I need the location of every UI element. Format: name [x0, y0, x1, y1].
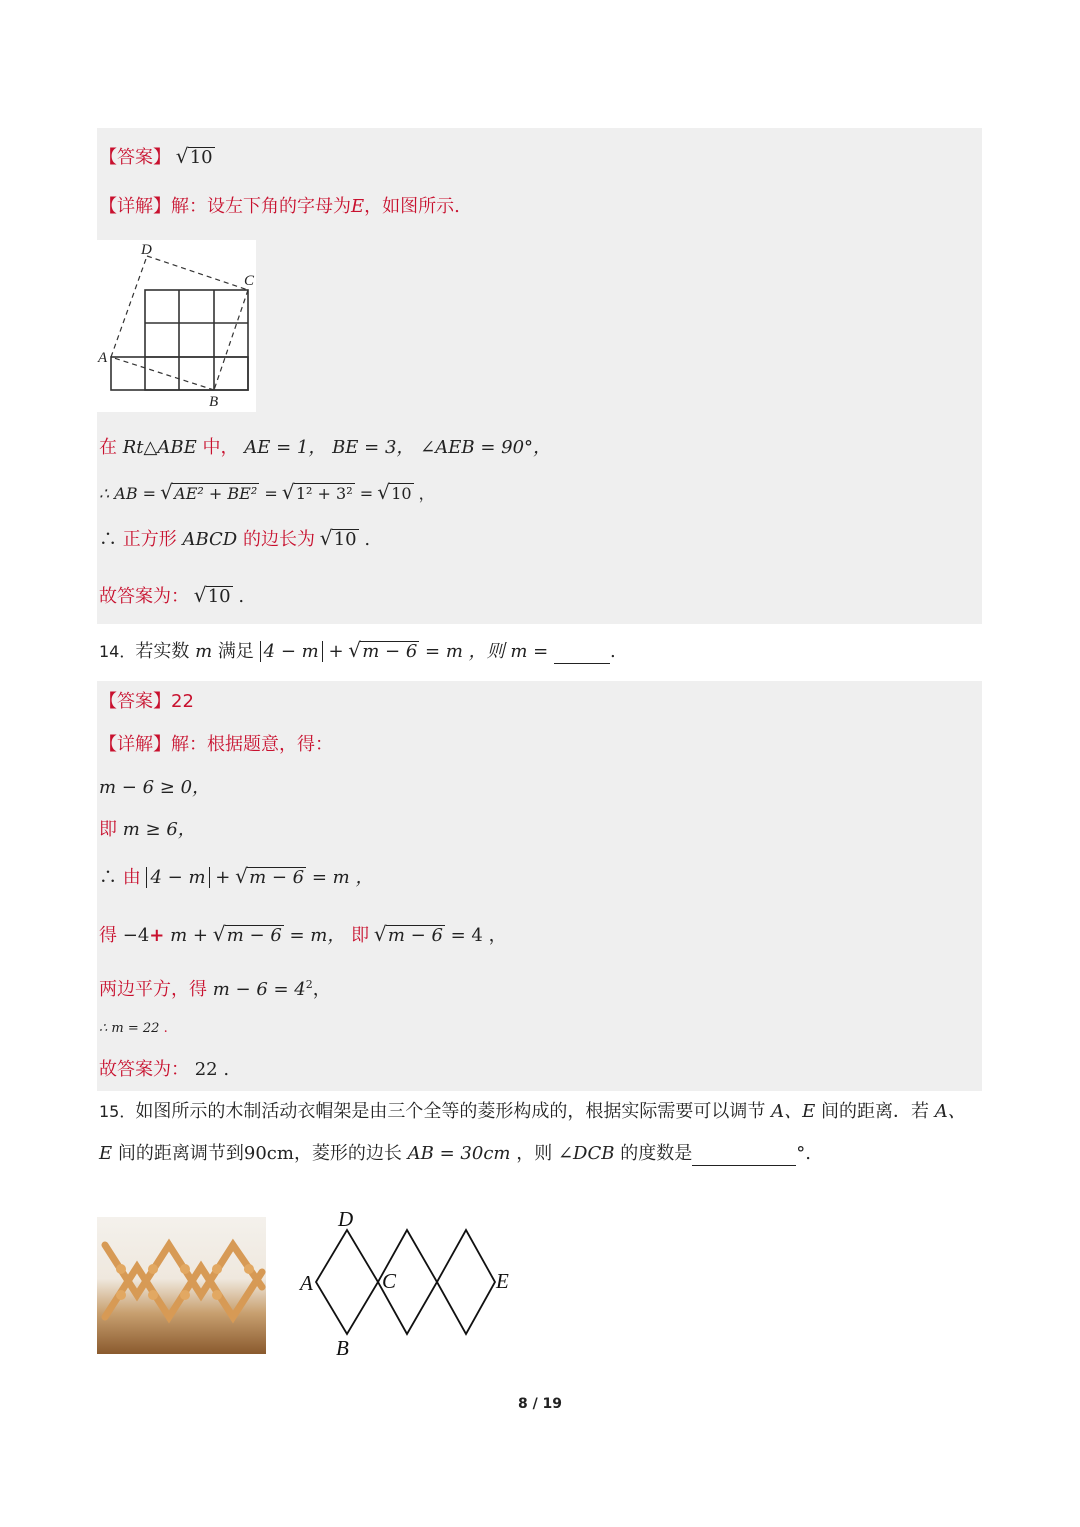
- q14-step4: 得 −4+ m + √ m − 6 = m， 即 √ m − 6 = 4 ，: [99, 924, 507, 948]
- answer-blank: [554, 643, 610, 664]
- label-C: C: [244, 273, 255, 289]
- q14-detail-line: 【详解】解：根据题意，得：: [99, 734, 333, 755]
- label-A: A: [300, 1271, 313, 1295]
- q13-grid-figure: [97, 240, 256, 412]
- q14-answer-line: 【答案】22: [99, 691, 194, 712]
- q15-question-line2: E 间的距离调节到90cm，菱形的边长 AB = 30cm ，则 ∠DCB 的度数是 °.: [99, 1143, 811, 1164]
- q14-step3: ∴ 由 4 − m + √ m − 6 = m ，: [99, 866, 373, 890]
- q13-answer-line: [99, 146, 215, 170]
- answer-blank: [692, 1145, 796, 1166]
- q15-rhombus-figure: [290, 1200, 530, 1365]
- label-D: D: [141, 242, 152, 258]
- label-E: E: [496, 1269, 509, 1293]
- q14-question: 14．若实数 m 满足 4 − m + √ m − 6 = m ，则 m = .: [99, 640, 616, 664]
- q13-rt-line: 在 Rt△ABE 中， AE = 1， BE = 3， ∠AEB = 90°，: [99, 437, 552, 458]
- label-B: B: [209, 394, 219, 410]
- answer-sqrt: √ 10: [177, 146, 215, 170]
- label-A: A: [98, 350, 108, 366]
- label-D: D: [338, 1207, 354, 1231]
- label-C: C: [382, 1269, 397, 1293]
- q13-calc-line: ∴ AB = √ AE² + BE² = √ 1² + 3² = √ 10 ，: [99, 482, 435, 506]
- q14-step6: ∴ m = 22 .: [99, 1021, 168, 1036]
- answer-tag: 【答案】: [99, 147, 171, 168]
- q13-detail-line: 【详解】解：设左下角的字母为E，如图所示.: [99, 196, 460, 217]
- hat-rack-photo: [97, 1217, 266, 1354]
- label-B: B: [336, 1336, 349, 1360]
- q14-step2: 即 m ≥ 6，: [99, 819, 196, 840]
- q14-step1: m − 6 ≥ 0，: [99, 777, 211, 798]
- page-number: 8 / 19: [517, 1396, 563, 1412]
- q15-question-line1: 15．如图所示的木制活动衣帽架是由三个全等的菱形构成的，根据实际需要可以调节 A、E 间的距离．若 A、: [99, 1101, 966, 1122]
- q14-final-line: 故答案为： 22 .: [99, 1059, 230, 1080]
- q13-final-line: 故答案为： √ 10 .: [99, 585, 244, 609]
- q14-step5: 两边平方，得 $m - 6 = 4^2$，: [99, 978, 331, 1000]
- q13-side-line: ∴ 正方形 ABCD 的边长为 √ 10 .: [99, 528, 370, 552]
